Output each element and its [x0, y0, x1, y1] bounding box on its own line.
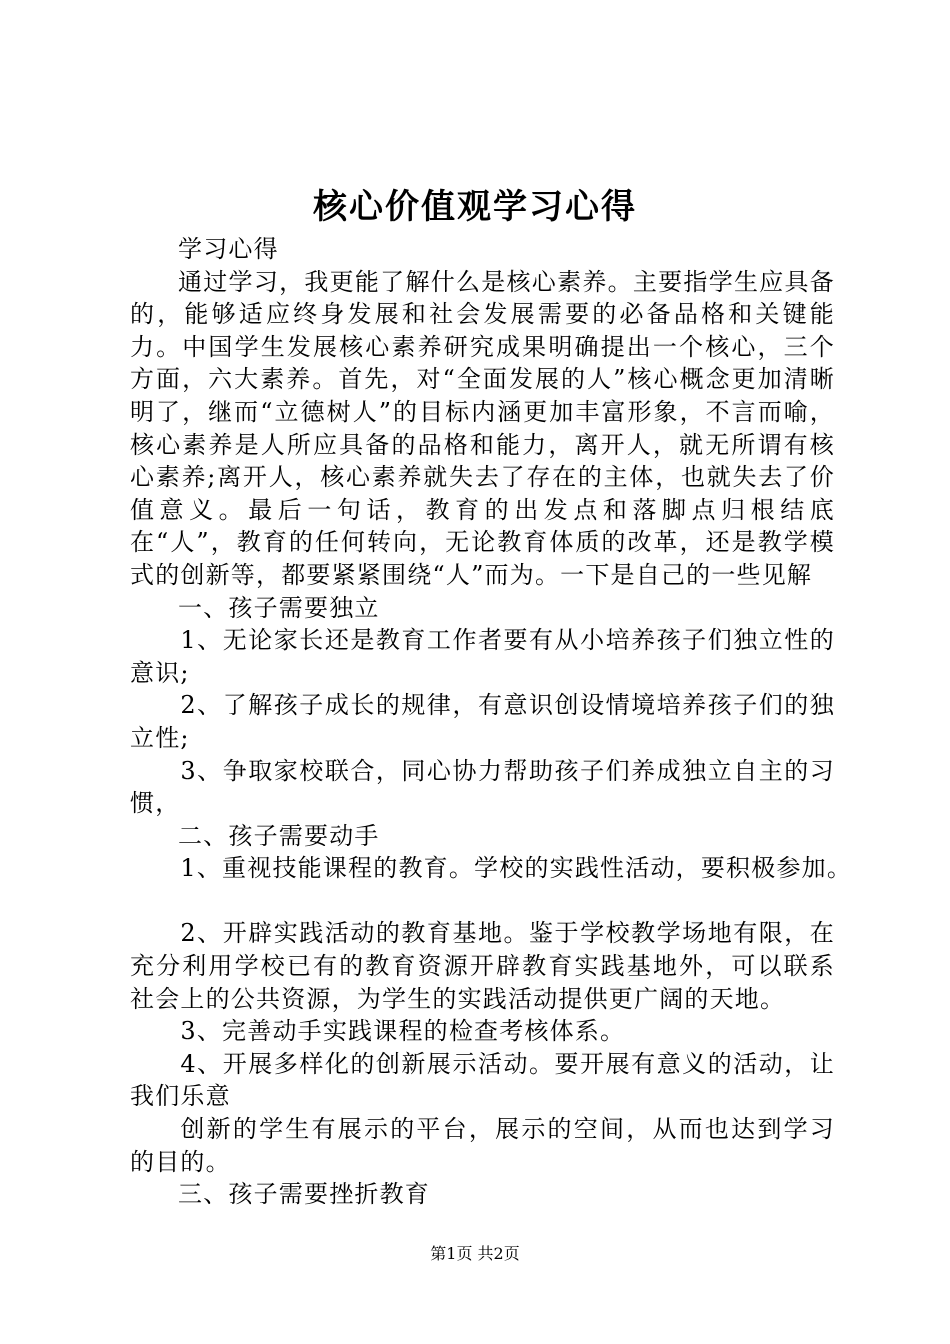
list-item: 1、重视技能课程的教育。学校的实践性活动，要积极参加。 — [180, 854, 853, 883]
list-item: 1、无论家长还是教育工作者要有从小培养孩子们独立性的意识; — [130, 626, 835, 687]
paragraph-intro: 通过学习，我更能了解什么是核心素养。主要指学生应具备的，能够适应终身发展和社会发展需要的必备品格和关键能力。中国学生发展核心素养研究成果明确提出一个核心，三个方面，六大素养。首先，对“全面发展的人”核心概念更加清晰明了，继而“立德树人”的目标内涵更加丰富形象，不言而喻，核心素养是人所应具备的品格和能力，离开人，就无所谓有核心素养;离开人，核心素养就失去了存在的主体，也就失去了价值意义。最后一句话，教育的出发点和落脚点归根结底在“人”，教育的任何转向，无论教育体质的改革，还是教学模式的创新等，都要紧紧围绕“人”而为。一下是自己的一些见解 — [130, 267, 835, 589]
section-heading-1: 一、孩子需要独立 — [178, 593, 380, 622]
list-item-continuation: 创新的学生有展示的平台，展示的空间，从而也达到学习的目的。 — [130, 1115, 835, 1176]
list-item: 4、开展多样化的创新展示活动。要开展有意义的活动，让我们乐意 — [130, 1049, 835, 1111]
list-item: 3、争取家校联合，同心协力帮助孩子们养成独立自主的习惯， — [130, 756, 835, 818]
page-footer: 第1页 共2页 — [430, 1244, 520, 1263]
paragraph-heading-xuexi: 学习心得 — [178, 235, 279, 263]
blank-line — [130, 885, 835, 918]
document-title: 核心价值观学习心得 — [313, 187, 637, 227]
list-item: 3、完善动手实践课程的检查考核体系。 — [180, 1017, 626, 1046]
section-heading-3: 三、孩子需要挫折教育 — [178, 1180, 430, 1209]
list-item: 2、了解孩子成长的规律，有意识创设情境培养孩子们的独立性; — [130, 691, 835, 752]
list-item: 2、开辟实践活动的教育基地。鉴于学校教学场地有限，在充分利用学校已有的教育资源开辟教育实践基地外，可以联系社会上的公共资源，为学生的实践活动提供更广阔的天地。 — [130, 919, 835, 1013]
section-heading-2: 二、孩子需要动手 — [178, 821, 380, 850]
document-body — [130, 233, 853, 1211]
